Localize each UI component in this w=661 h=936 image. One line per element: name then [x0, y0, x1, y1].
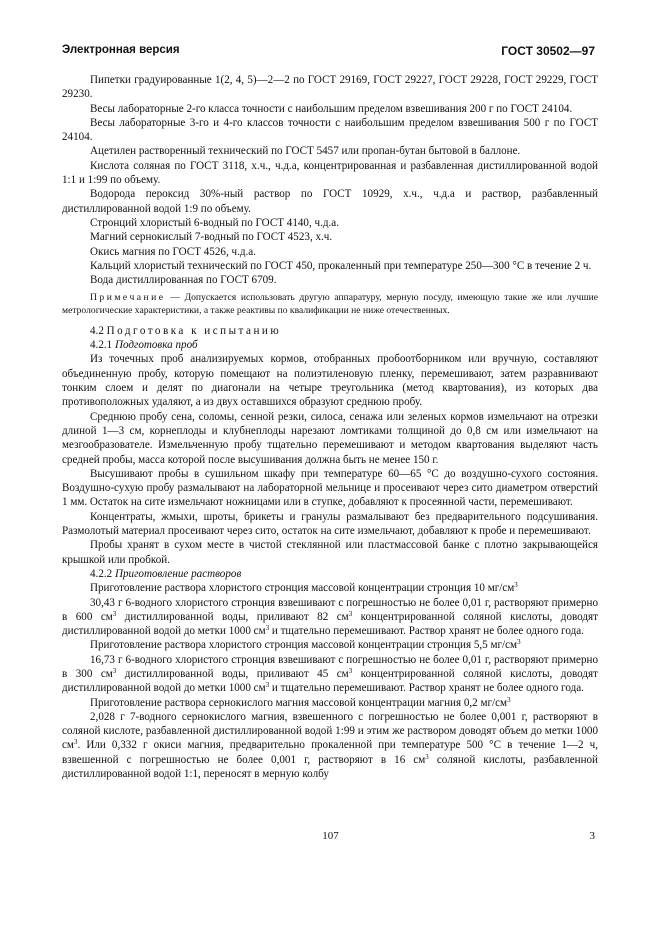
- paragraph: Кислота соляная по ГОСТ 3118, х.ч., ч.д.а, концентрированная и разбавленная дистиллированной водой 1:1 и 1:99 по объему.: [62, 159, 598, 187]
- footer-sheet-number: 3: [589, 830, 595, 842]
- paragraph: 2,028 г 7-водного сернокислого магния, взвешенного с погрешностью не более 0,001 г, растворяют в соляной кислоте, разбавленной дистиллированной водой 1:99 и этим же раствором доводят объем до метки 1000 $см^3$. Или 0,332 г окиси магния, предварительно прокаленной при температуре 500 °С в течение 1—2 ч, взвешенной с погрешностью не более 0,001 г, растворяют в 16 $см^3$ соляной кислоты, разбавленной дистиллированной водой 1:1, переносят в мерную колбу: [62, 710, 598, 781]
- paragraph: Кальций хлористый технический по ГОСТ 450, прокаленный при температуре 250—300 °С в течение 2 ч.: [90, 259, 592, 272]
- solution-title: Приготовление раствора сернокислого магния массовой концентрации магния 0,2 $мг/см^3$: [90, 695, 511, 709]
- paragraph: Водорода пероксид 30%-ный раствор по ГОСТ 10929, х.ч., ч.д.а и раствор, разбавленный дистиллированной водой 1:9 по объему.: [62, 188, 598, 215]
- paragraph: Весы лабораторные 3-го и 4-го классов точности с наибольшим пределом взвешивания 500 г по ГОСТ 24104.: [62, 116, 598, 144]
- paragraph: Высушивают пробы в сушильном шкафу при температуре 60—65 °С до воздушно-сухого состояния. Воздушно-сухую пробу размалывают на лабораторной мельнице и просеивают через сито диаметром отверстий 1 мм. Остаток на сите измельчают ножницами или в ступке, добавляют к просеянной части, перемешивают.: [62, 467, 598, 509]
- subsection-title: Приготовление растворов: [114, 567, 242, 580]
- subsection-number: 4.2.1: [90, 339, 113, 352]
- paragraph: Пробы хранят в сухом месте в чистой стеклянной или пластмассовой банке с плотно закрывающейся крышкой или пробкой.: [62, 539, 598, 566]
- subsection-heading: [62, 338, 598, 352]
- document-body: [62, 73, 598, 781]
- paragraph: Из точечных проб анализируемых кормов, отобранных пробоотборником или вручную, составляют объединенную пробу, которую помещают на полиэтиленовую пленку, перемешивают, затем разравнивают тонким слоем и делят по диагонали на четыре треугольника (метод квартования), из которых два противоположных удаляют, а из двух оставшихся образуют среднюю пробу.: [62, 353, 598, 409]
- paragraph: 16,73 г 6-водного хлористого стронция взвешивают с погрешностью не более 0,01 г, растворяют примерно в 300 $см^3$ дистиллированной воды, приливают 45 $см^3$ концентрированной соляной кислоты, доводят дистиллированной водой до метки 1000 $см^3$ и тщательно перемешивают. Раствор хранят не более одного года.: [62, 653, 598, 695]
- solution-title: Приготовление раствора хлористого стронция массовой концентрации стронция 10 $мг/см^3$: [90, 581, 518, 595]
- paragraph: 30,43 г 6-водного хлористого стронция взвешивают с погрешностью не более 0,01 г, растворяют примерно в 600 $см^3$ дистиллированной воды, приливают 82 $см^3$ концентрированной соляной кислоты, доводят дистиллированной водой до метки 1000 $см^3$ и тщательно перемешивают. Раствор хранят не более одного года.: [62, 596, 598, 638]
- note-label: Примечание: [90, 292, 166, 304]
- header-standard-number: ГОСТ 30502—97: [501, 44, 595, 58]
- section-title: Подготовка к испытанию: [106, 324, 282, 337]
- subsection-title: Подготовка проб: [114, 339, 198, 352]
- paragraph: Среднюю пробу сена, соломы, сенной резки, силоса, сенажа или зеленых кормов измельчают на отрезки длиной 1—3 см, корнеплоды и клубнеплоды нарезают ломтиками толщиной до 0,8 см или измельчают на мезгообразователе. Измельченную пробу тщательно перемешивают и методом квартования выделяют часть средней пробы, масса которой после высушивания должна быть не менее 150 г.: [62, 410, 598, 466]
- paragraph: Окись магния по ГОСТ 4526, ч.д.а.: [90, 245, 256, 258]
- note-text: — Допускается использовать другую аппаратуру, мерную посуду, имеющую такие же или лучшие метрологические характеристики, а также реактивы по квалификации не ниже отечественных.: [62, 292, 598, 316]
- paragraph: Вода дистиллированная по ГОСТ 6709.: [90, 274, 277, 287]
- paragraph: Ацетилен растворенный технический по ГОСТ 5457 или пропан-бутан бытовой в баллоне.: [90, 145, 521, 158]
- header-edition-label: Электронная версия: [62, 44, 180, 56]
- section-heading: [62, 324, 598, 338]
- section-number: 4.2: [90, 324, 104, 337]
- footer-page-number: 107: [322, 830, 339, 842]
- paragraph: Концентраты, жмыхи, шроты, брикеты и гранулы размалывают без предварительного подсушивания. Размолотый материал просеивают через сито, остаток на сите измельчают, добавляют к пробе и перемешивают.: [62, 510, 598, 538]
- paragraph: Магний сернокислый 7-водный по ГОСТ 4523, х.ч.: [90, 231, 333, 244]
- subsection-heading: [62, 567, 598, 581]
- solution-title: Приготовление раствора хлористого стронция массовой концентрации стронция 5,5 $мг/см^3$: [90, 638, 521, 652]
- paragraph: Весы лабораторные 2-го класса точности с наибольшим пределом взвешивания 200 г по ГОСТ 24104.: [90, 102, 573, 115]
- paragraph: Пипетки градуированные 1(2, 4, 5)—2—2 по ГОСТ 29169, ГОСТ 29227, ГОСТ 29228, ГОСТ 29229, ГОСТ 29230.: [62, 74, 598, 101]
- note: [62, 292, 598, 316]
- subsection-number: 4.2.2: [90, 567, 113, 580]
- paragraph: Стронций хлористый 6-водный по ГОСТ 4140, ч.д.а.: [90, 216, 339, 229]
